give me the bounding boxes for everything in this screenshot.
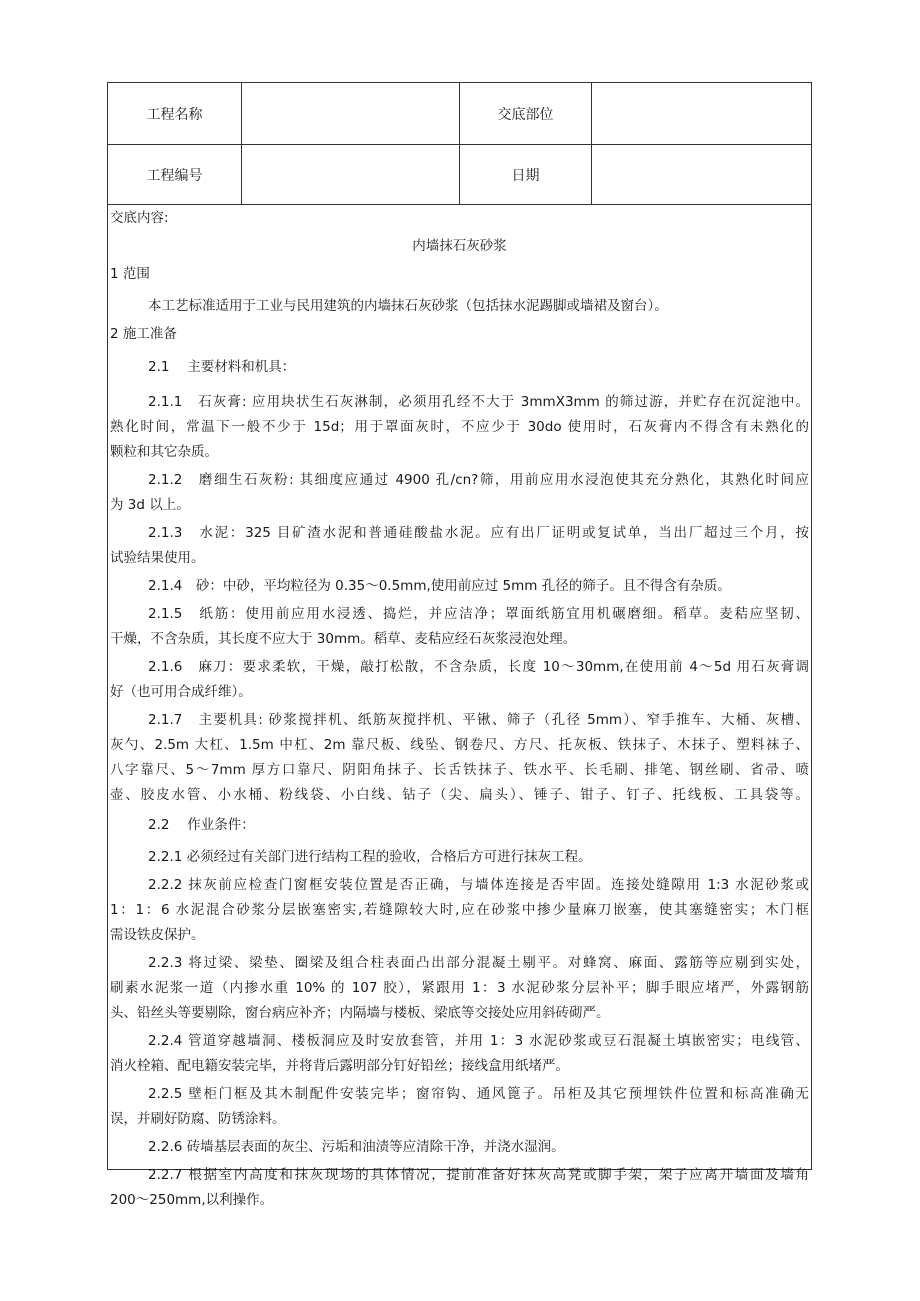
para-2-2-5-line: 误，并刷好防腐、防锈涂料。 [110, 1111, 286, 1127]
para-2-2-7-line: 2.2.7 根据室内高度和抹灰现场的具体情况，提前准备好抹灰高凳或脚手架，架子应离开墙面及墙角 [148, 1167, 809, 1183]
para-2-1-1-line: 颗粒和其它杂质。 [110, 444, 218, 460]
para-2-1-7-line: 壶、胶皮水管、小水桶、粉线袋、小白线、钻子（尖、扁头）、锤子、钳子、钉子、托线板、工具袋等。 [110, 787, 809, 803]
para-2-1-1-line: 2.1.1 石灰膏: 应用块状生石灰淋制，必须用孔经不大于 3mmX3mm 的筛过游，并贮存在沉淀池中。 [148, 394, 809, 410]
project-no-value[interactable] [242, 145, 460, 204]
para-2-1-7-line: 2.1.7 主要机具: 砂浆搅拌机、纸筋灰搅拌机、平锹、筛子（孔径 5mm）、窄手推车、大桶、灰槽、 [148, 712, 809, 728]
para-2-2-6-line: 2.2.6 砖墙基层表面的灰尘、污垢和油渍等应清除干净，并浇水湿润。 [148, 1139, 565, 1155]
section-1-heading: 1 范围 [110, 266, 150, 282]
para-2-1-7-line: 八字靠尺、5～7mm 厚方口靠尺、阴阳角抹子、长舌铁抹子、铁水平、长毛刷、排笔、钢丝刷、省帚、喷 [110, 762, 809, 778]
header-row-1 [108, 83, 811, 145]
para-2-2-3-line: 头、铅丝头等要剔除，窗台病应补齐；内隔墙与楼板、梁底等交接处应用斜砖砌严。 [110, 1005, 610, 1021]
para-2-2-2-line: 1：1：6 水泥混合砂浆分层嵌塞密实,若缝隙较大时,应在砂浆中掺少量麻刀嵌塞，使其塞缝密实；木门框 [110, 902, 809, 918]
para-2-2-7-line: 200～250mm,以利操作。 [110, 1192, 274, 1208]
para-2-2-4-line: 2.2.4 管道穿越墙洞、楼板洞应及时安放套管，并用 1：3 水泥砂浆或豆石混凝土填嵌密实；电线管、 [148, 1033, 809, 1049]
para-2-2-2-line: 需设铁皮保护。 [110, 927, 205, 943]
document-title: 内墙抹石灰砂浆 [412, 238, 507, 254]
handover-form [107, 82, 812, 1208]
para-2-1-2-line: 2.1.2 磨细生石灰粉: 其细度应通过 4900 孔/cn?筛，用前应用水浸泡使其充分熟化，其熟化时间应 [148, 472, 809, 488]
para-2-1-6-line: 2.1.6 麻刀：要求柔软，干燥，敲打松散，不含杂质，长度 10～30mm,在使用前 4～5d 用石灰膏调 [148, 659, 809, 675]
para-2-2-2-line: 2.2.2 抹灰前应检查门窗框安装位置是否正确，与墙体连接是否牢固。连接处缝隙用 1:3 水泥砂浆或 [148, 877, 809, 893]
project-name-value[interactable] [242, 83, 460, 144]
header-row-2 [108, 145, 811, 205]
handover-part-value[interactable] [592, 83, 813, 144]
section-2-heading: 2 施工准备 [110, 326, 177, 342]
content-label: 交底内容: [110, 210, 169, 226]
project-name-label: 工程名称 [108, 83, 242, 144]
para-2-2-1-line: 2.2.1 必须经过有关部门进行结构工程的验收，合格后方可进行抹灰工程。 [148, 849, 592, 865]
para-2-1-5-line: 2.1.5 纸筋：使用前应用水浸透、捣烂，并应洁净；罩面纸筋宜用机碾磨细。稻草。麦秸应坚韧、 [148, 606, 809, 622]
date-label: 日期 [460, 145, 592, 204]
project-no-label: 工程编号 [108, 145, 242, 204]
section-1-text: 本工艺标准适用于工业与民用建筑的内墙抹石灰砂浆（包括抹水泥踢脚或墙裙及窗台）。 [148, 298, 668, 314]
para-2-1-4-line: 2.1.4 砂：中砂，平均粒径为 0.35～0.5mm,使用前应过 5mm 孔径的筛子。且不得含有杂质。 [148, 578, 731, 594]
para-2-2-3-line: 刷素水泥浆一道（内掺水重 10% 的 107 胶），紧跟用 1：3 水泥砂浆分层补平；脚手眼应堵严，外露钢筋 [110, 980, 809, 996]
para-2-1-1-line: 熟化时间，常温下一般不少于 15d；用于罩面灰时，不应少于 30do 使用时，石灰膏内不得含有未熟化的 [110, 419, 809, 435]
section-2-2-heading: 2.2 作业条件： [148, 817, 255, 833]
para-2-1-7-line: 灰勺、2.5m 大杠、1.5m 中杠、2m 靠尺板、线坠、钢卷尺、方尺、托灰板、铁抹子、木抹子、塑料袜子、 [110, 737, 809, 753]
para-2-1-3-line: 2.1.3 水泥：325 目矿渣水泥和普通硅酸盐水泥。应有出厂证明或复试单，当出厂超过三个月，按 [148, 525, 809, 541]
para-2-2-4-line: 消火栓箱、配电籍安装完毕，并将背后露明部分钉好铅丝；接线盒用纸堵严。 [110, 1058, 569, 1074]
para-2-1-6-line: 好（也可用合成纤维）。 [110, 684, 252, 700]
date-value[interactable] [592, 145, 813, 204]
para-2-1-2-line: 为 3d 以上。 [110, 497, 190, 513]
para-2-2-3-line: 2.2.3 将过梁、梁垫、圈梁及组合柱表面凸出部分混凝土剔平。对蜂窝、麻面、露筋等应剔到实处， [148, 955, 809, 971]
section-2-1-heading: 2.1 主要材料和机具： [148, 359, 296, 375]
para-2-2-5-line: 2.2.5 壁柜门框及其木制配件安装完毕；窗帘钩、通风篦子。吊柜及其它预埋铁件位置和标高准确无 [148, 1086, 809, 1102]
para-2-1-3-line: 试验结果使用。 [110, 550, 205, 566]
para-2-1-5-line: 干燥，不含杂质，其长度不应大于 30mm。稻草、麦秸应经石灰浆浸泡处理。 [110, 631, 577, 647]
handover-part-label: 交底部位 [460, 83, 592, 144]
